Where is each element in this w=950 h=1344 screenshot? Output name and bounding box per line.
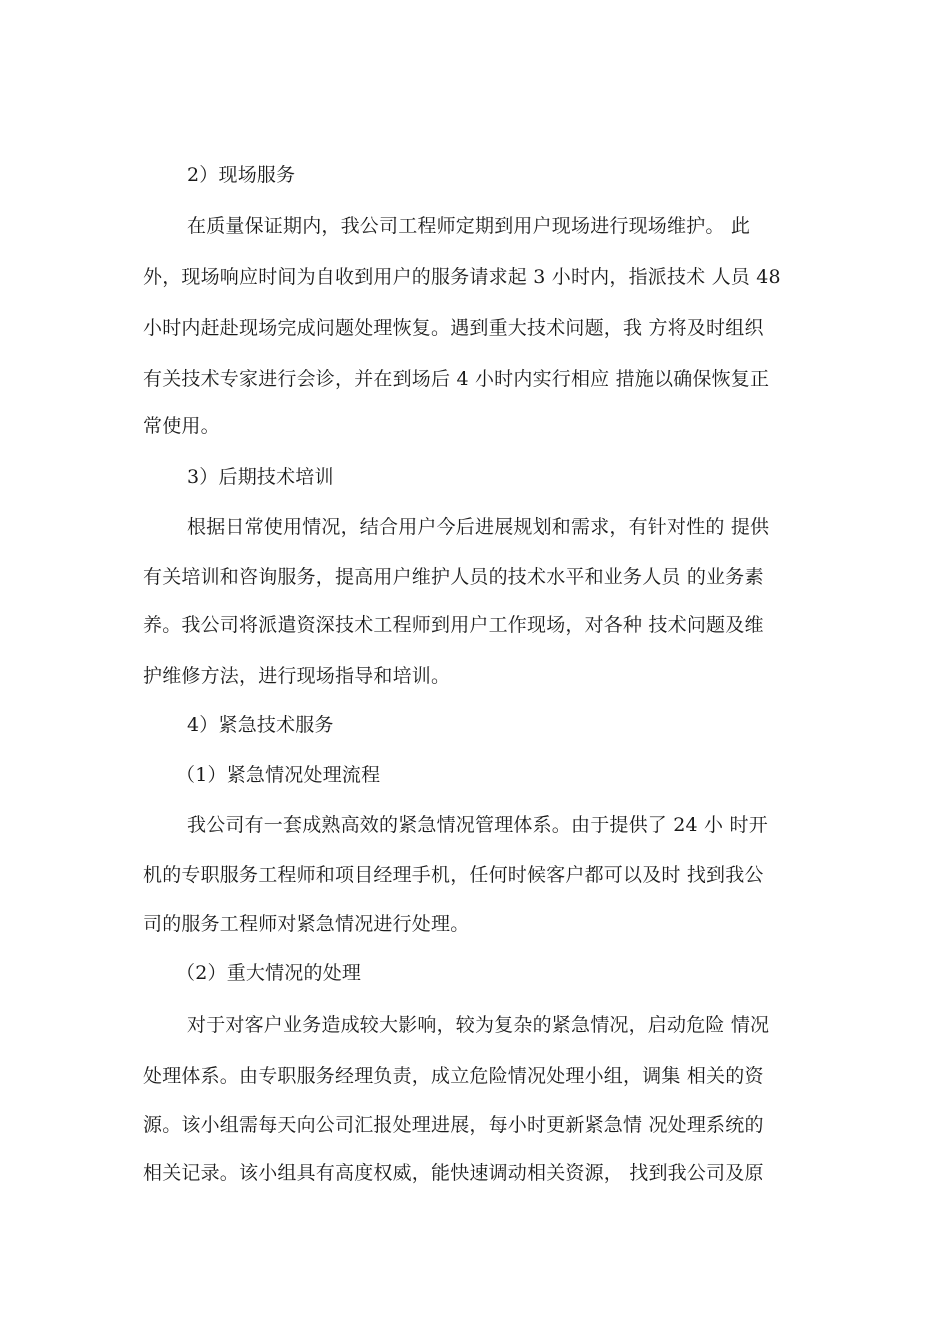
paragraph-line: 司的服务工程师对紧急情况进行处理。 — [143, 913, 470, 935]
paragraph-line: 有关培训和咨询服务，提高用户维护人员的技术水平和业务人员 的业务素 — [143, 566, 764, 588]
paragraph-line: 源。该小组需每天向公司汇报处理进展，每小时更新紧急情 况处理系统的 — [143, 1114, 764, 1136]
paragraph-line: 处理体系。由专职服务经理负责，成立危险情况处理小组，调集 相关的资 — [143, 1065, 764, 1087]
section-heading-emergency: 4）紧急技术服务 — [187, 714, 334, 736]
paragraph-line: 在质量保证期内，我公司工程师定期到用户现场进行现场维护。 此 — [187, 215, 751, 237]
paragraph-line: 相关记录。该小组具有高度权威，能快速调动相关资源， 找到我公司及原 — [143, 1162, 764, 1184]
paragraph-line: 根据日常使用情况，结合用户今后进展规划和需求，有针对性的 提供 — [187, 516, 770, 538]
subsection-heading-major-incident: （2）重大情况的处理 — [176, 962, 362, 984]
paragraph-line: 外，现场响应时间为自收到用户的服务请求起 3 小时内，指派技术 人员 48 — [143, 266, 781, 288]
paragraph-line: 小时内赶赴现场完成问题处理恢复。遇到重大技术问题，我 方将及时组织 — [143, 317, 764, 339]
paragraph-line: 常使用。 — [143, 415, 220, 437]
subsection-heading-emergency-process: （1）紧急情况处理流程 — [176, 764, 381, 786]
paragraph-line: 护维修方法，进行现场指导和培训。 — [143, 665, 451, 687]
section-heading-training: 3）后期技术培训 — [187, 466, 334, 488]
section-heading-onsite-service: 2）现场服务 — [187, 164, 296, 186]
paragraph-line: 机的专职服务工程师和项目经理手机，任何时候客户都可以及时 找到我公 — [143, 864, 764, 886]
paragraph-line: 对于对客户业务造成较大影响，较为复杂的紧急情况，启动危险 情况 — [187, 1014, 770, 1036]
paragraph-line: 我公司有一套成熟高效的紧急情况管理体系。由于提供了 24 小 时开 — [187, 814, 768, 836]
paragraph-line: 有关技术专家进行会诊，并在到场后 4 小时内实行相应 措施以确保恢复正 — [143, 368, 770, 390]
paragraph-line: 养。我公司将派遣资深技术工程师到用户工作现场，对各种 技术问题及维 — [143, 614, 764, 636]
